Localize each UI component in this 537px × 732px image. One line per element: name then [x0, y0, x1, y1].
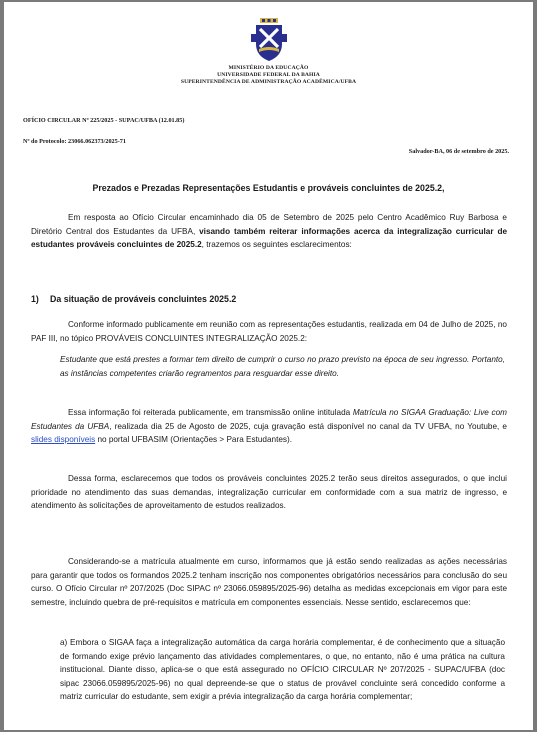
slides-link[interactable]: slides disponíveis	[31, 435, 96, 445]
ufba-crest-icon	[251, 18, 287, 62]
institution-header	[4, 65, 533, 86]
list-item-a: a) Embora o SIGAA faça a integralização automática da carga horária complementar, é de conhecimento que a situação de formando exige prévio lançamento das atividades complementares, o que, no entanto, não é uma prática na cultura institucional. Diante disso, aplica-se o que está assegurado no OFÍCIO CIRCULAR Nº 207/2025 - SUPAC/UFBA (doc sipac 23066.059895/2025-96) no qual depreende-se que o status de provável concluinte será concedido conforme a matriz curricular do estudante, sem exigir a prévia integralização da carga horária complementar;	[60, 638, 505, 702]
section-heading-1	[31, 294, 236, 304]
section-title: Da situação de prováveis concluintes 2025.2	[50, 294, 237, 304]
live-title: Matrícula no SIGAA Graduação: Live com Estudantes da UFBA	[31, 408, 508, 431]
oficio-number: OFÍCIO CIRCULAR Nº 225/2025 - SUPAC/UFBA (12.01.85)	[23, 117, 185, 124]
header-superintendence: SUPERINTENDÊNCIA DE ADMINISTRAÇÃO ACADÊMICA/UFBA	[180, 79, 357, 85]
intro-bold-text: visando também reiterar informações acerca da integralização curricular de estudantes prováveis concluintes de 2025.2	[31, 226, 507, 250]
place-and-date: Salvador-BA, 06 de setembro de 2025.	[408, 148, 509, 155]
protocol-number: Nº do Protocolo: 23066.062373/2025-71	[23, 138, 126, 145]
section-number: 1)	[31, 294, 39, 304]
paragraph-enrollment: Considerando-se a matrícula atualmente em curso, informamos que já estão sendo realizadas as ações necessárias para garantir que todos os formandos 2025.2 tenham inscrição nos componentes obrigatórios necessários para conclusão do seu curso. O Ofício Circular nº 207/2025 (Doc SIPAC nº 23066.059895/2025-96) detalha as medidas excepcionais em vigor para este semestre, incluindo quebra de pré-requisitos e matrícula em componentes essenciais. Nesse sentido, esclarecemos que:	[31, 557, 507, 607]
salutation: Prezados e Prezadas Representações Estudantis e prováveis concluintes de 2025.2,	[92, 183, 445, 193]
intro-paragraph: Em resposta ao Ofício Circular encaminhado dia 05 de Setembro de 2025 pelo Centro Acadêmico Ruy Barbosa e Diretório Central dos Estudantes da UFBA, visando também reiterar informações acerca da integralização curricular de estudantes prováveis concluintes de 2025.2, trazemos os seguintes esclarecimentos:	[31, 213, 507, 250]
paragraph-meeting: Conforme informado publicamente em reunião com as representações estudantis, realizada em 04 de Julho de 2025, no PAF III, no tópico PROVÁVEIS CONCLUINTES INTEGRALIZAÇÃO 2025.2:	[31, 320, 507, 343]
header-university: UNIVERSIDADE FEDERAL DA BAHIA	[217, 72, 320, 78]
paragraph-live: Essa informação foi reiterada publicamente, em transmissão online intitulada Matrícula no SIGAA Graduação: Live com Estudantes da UFBA, realizada dia 25 de Agosto de 2025, cuja gravação está disponível no canal da TV UFBA, no Youtube, e slides disponíveis no portal UFBASIM (Orientações > Para Estudantes).	[31, 408, 508, 445]
header-ministry: MINISTÉRIO DA EDUCAÇÃO	[228, 65, 309, 71]
quoted-statement: Estudante que está prestes a formar tem direito de cumprir o curso no prazo previsto na época de seu ingresso. Portanto, as instâncias competentes criarão regramentos para resguardar esse direito.	[60, 355, 505, 378]
paragraph-rights: Dessa forma, esclarecemos que todos os prováveis concluintes 2025.2 terão seus direitos assegurados, o que inclui prioridade no atendimento das suas demandas, integralização curricular em conformidade com a sua matriz de ingresso, e atendimento às solicitações de aproveitamento de estudos realizados.	[31, 474, 507, 511]
document-page	[4, 2, 533, 730]
